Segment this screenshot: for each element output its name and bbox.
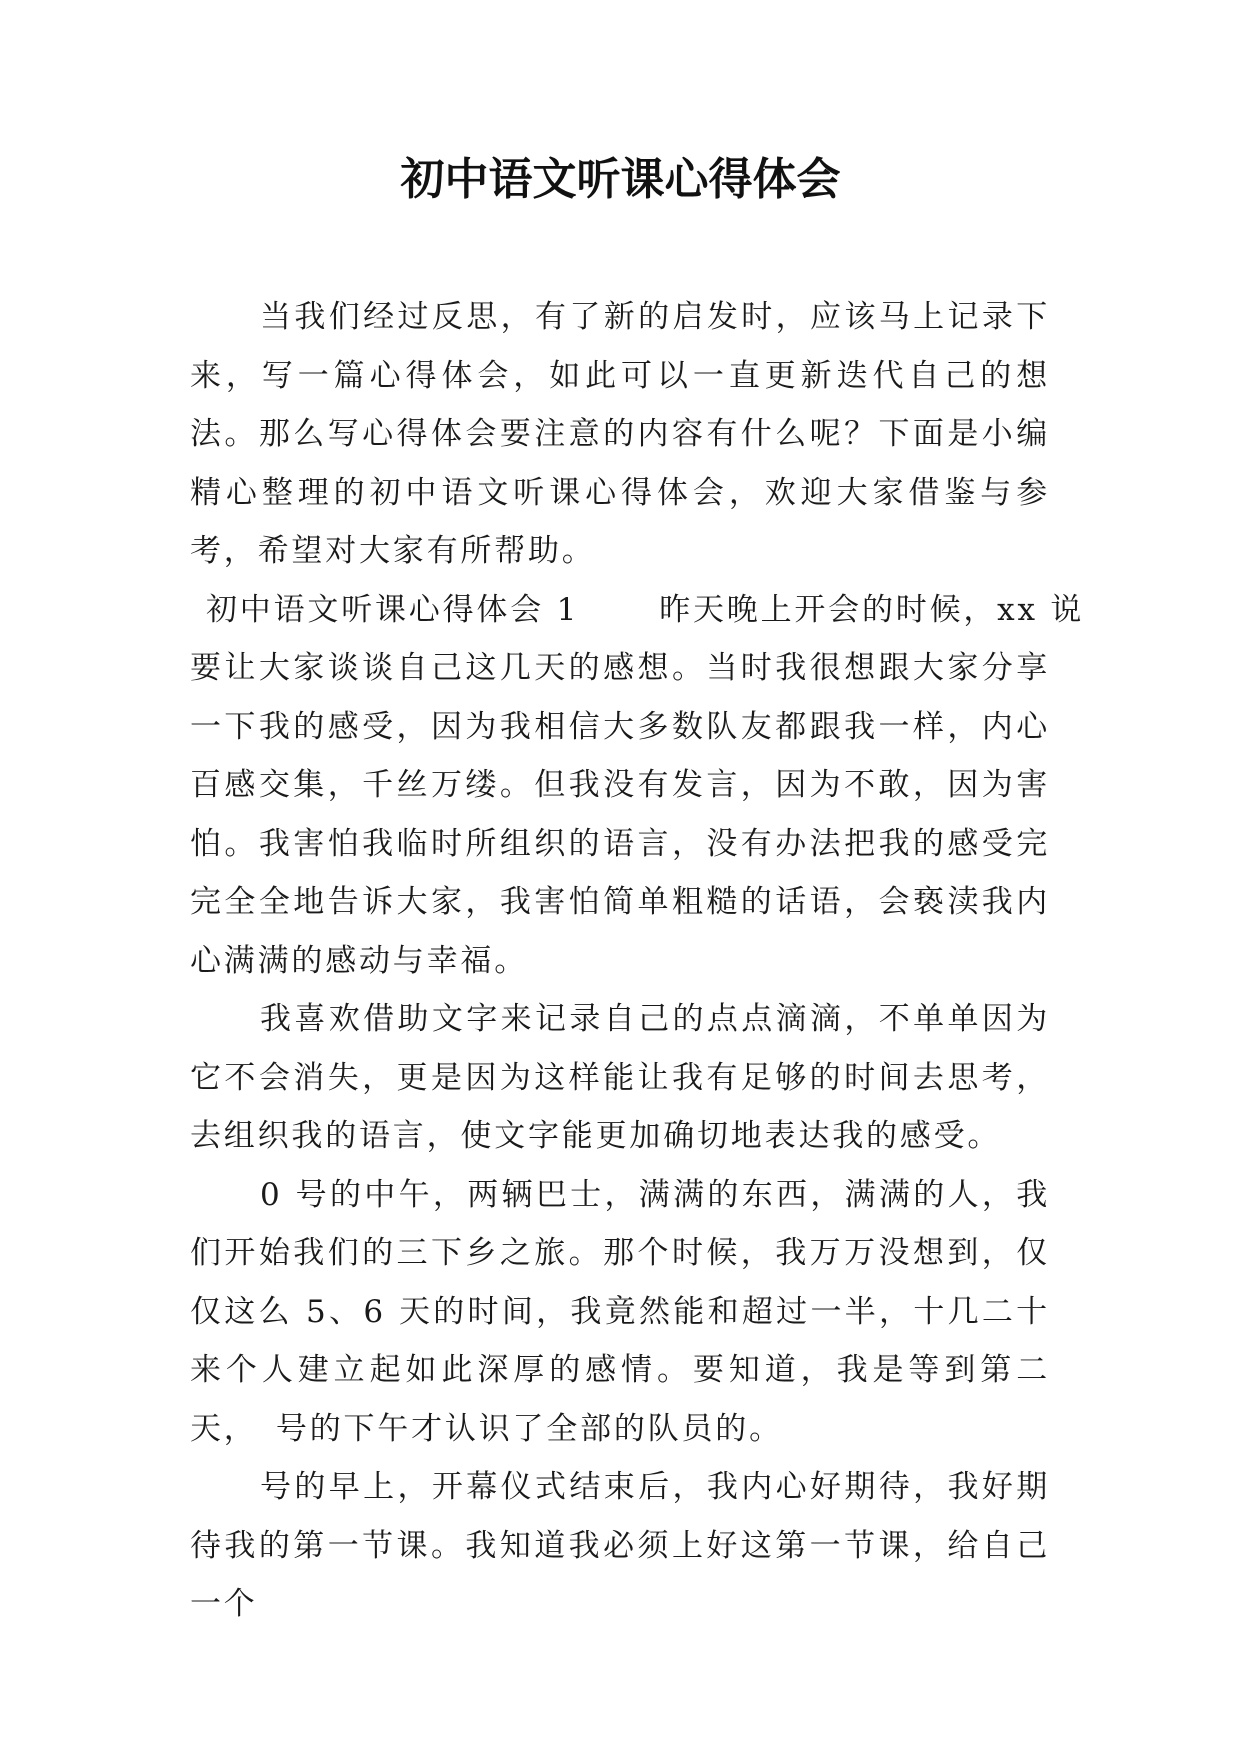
document-title: 初中语文听课心得体会 <box>400 154 841 205</box>
section-1-heading: 初中语文听课心得体会 1 <box>206 591 580 628</box>
class-paragraph: 号的早上，开幕仪式结束后，我内心好期待，我好期待我的第一节课。我知道我必须上好这第一节课，给自己一个 <box>190 1469 1050 1622</box>
section-1-opening: 昨天晚上开会的时候，xx 说 <box>659 591 1085 628</box>
trip-paragraph: 0 号的中午，两辆巴士，满满的东西，满满的人，我们开始我们的三下乡之旅。那个时候，我万万没想到，仅仅这么 5、6 天的时间，我竟然能和超过一半，十几二十来个人建立起如此深厚的感情。要知道，我是等到第二天， 号的下午才认识了全部的队员的。 <box>190 1176 1050 1447</box>
document-body <box>190 288 1085 1634</box>
writing-paragraph: 我喜欢借助文字来记录自己的点点滴滴，不单单因为它不会消失，更是因为这样能让我有足够的时间去思考，去组织我的语言，使文字能更加确切地表达我的感受。 <box>190 1001 1050 1154</box>
intro-paragraph: 当我们经过反思，有了新的启发时，应该马上记录下来，写一篇心得体会，如此可以一直更新迭代自己的想法。那么写心得体会要注意的内容有什么呢？下面是小编精心整理的初中语文听课心得体会，欢迎大家借鉴与参考，希望对大家有所帮助。 <box>190 299 1050 569</box>
section-1-paragraph: 要让大家谈谈自己这几天的感想。当时我很想跟大家分享一下我的感受，因为我相信大多数队友都跟我一样，内心百感交集，千丝万缕。但我没有发言，因为不敢，因为害怕。我害怕我临时所组织的语言，没有办法把我的感受完完全全地告诉大家，我害怕简单粗糙的话语，会亵渎我内心满满的感动与幸福。 <box>190 650 1050 979</box>
section-1-first-line <box>190 581 1085 640</box>
